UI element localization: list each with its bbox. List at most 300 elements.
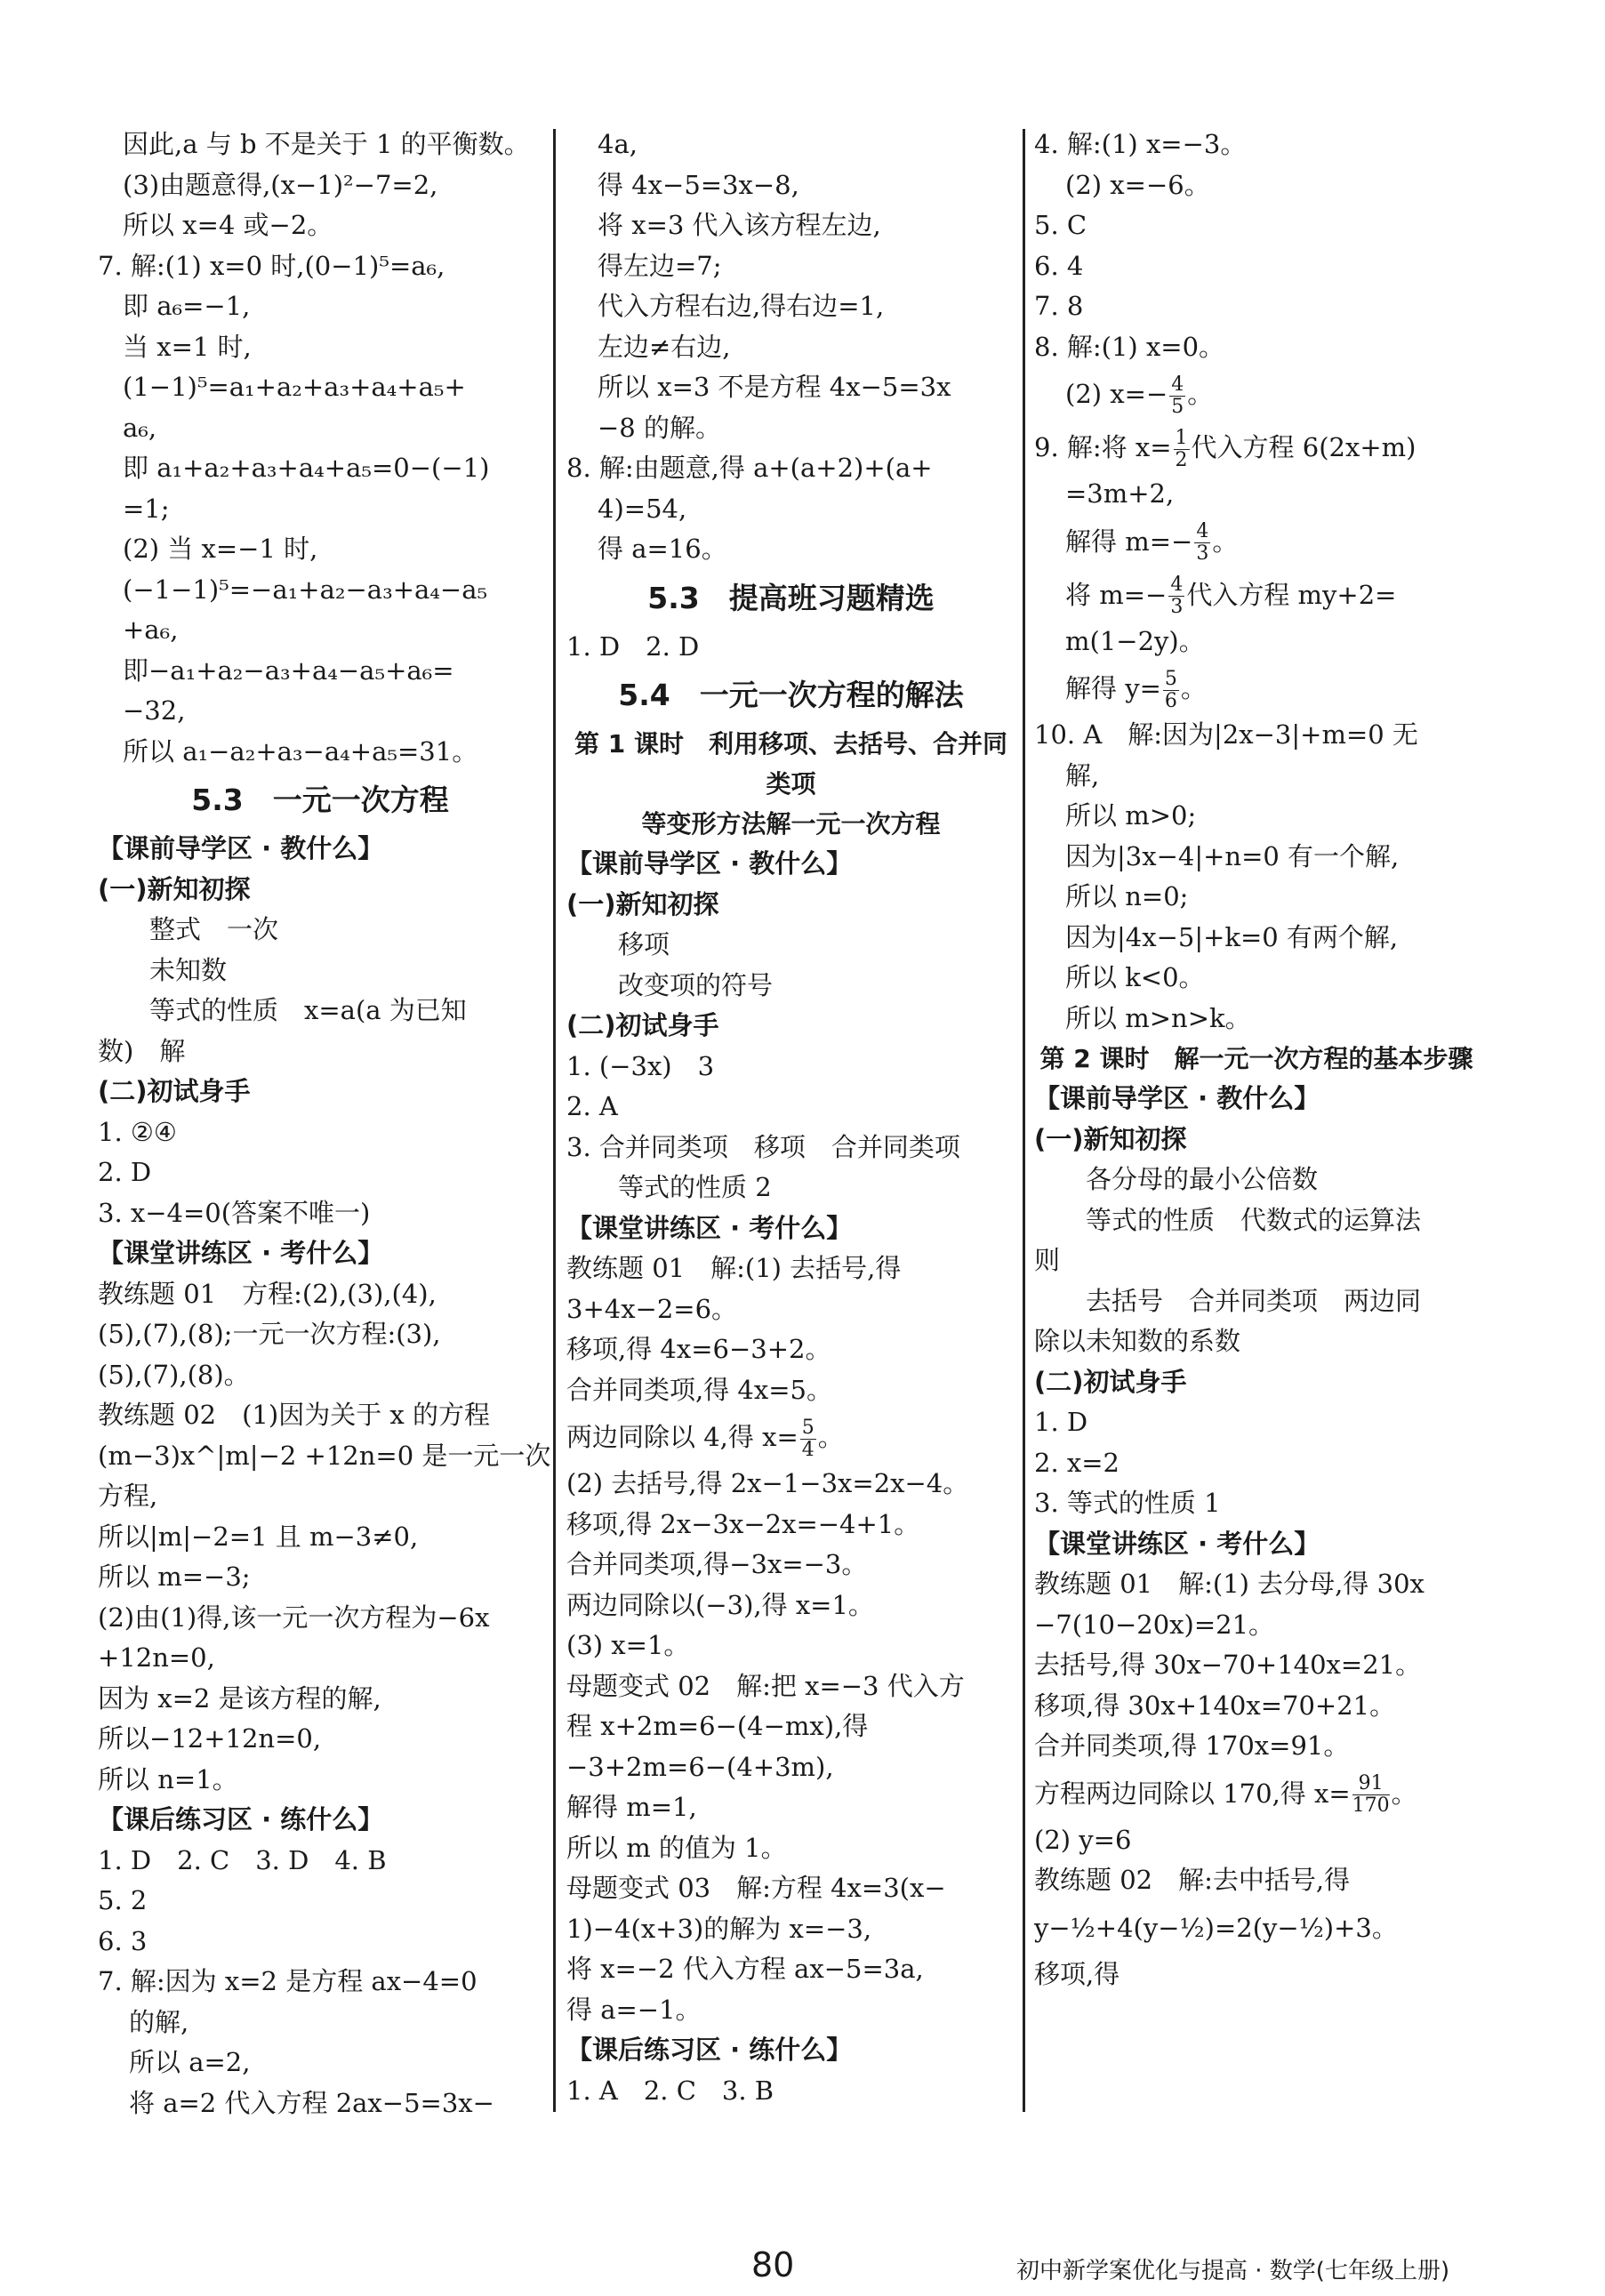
line-text: 4. 解:(1) x=−3。 bbox=[1034, 129, 1247, 159]
text-line bbox=[98, 1112, 542, 1153]
fraction-numerator: 5 bbox=[801, 1416, 815, 1439]
line-text: −7(10−20x)=21。 bbox=[1034, 1609, 1275, 1640]
line-text: y−½+4(y−½)=2(y−½)+3。 bbox=[1034, 1912, 1398, 1943]
page-number: 80 bbox=[751, 2245, 795, 2284]
text-line bbox=[1034, 877, 1479, 918]
line-text: =3m+2, bbox=[1065, 478, 1175, 509]
line-text: 因为 x=2 是该方程的解, bbox=[98, 1682, 381, 1714]
line-text: 3. 等式的性质 1 bbox=[1034, 1488, 1221, 1518]
line-text: 未知数 bbox=[149, 954, 228, 985]
text-line bbox=[1034, 1686, 1479, 1727]
line-text-after: 。 bbox=[1180, 673, 1207, 703]
line-text: 4)=54, bbox=[598, 493, 687, 524]
text-line bbox=[1034, 1240, 1479, 1281]
line-text: 整式 一次 bbox=[149, 914, 279, 944]
text-line bbox=[98, 2043, 542, 2083]
fraction-denominator: 2 bbox=[1175, 448, 1188, 471]
line-text: 所以 x=3 不是方程 4x−5=3x bbox=[598, 372, 951, 402]
line-text: 3. x−4=0(答案不唯一) bbox=[98, 1197, 371, 1228]
section-heading bbox=[566, 1208, 1015, 1249]
text-line bbox=[98, 124, 542, 165]
line-text: 方程, bbox=[98, 1481, 158, 1511]
text-line bbox=[1034, 515, 1479, 568]
line-text: 的解, bbox=[129, 2006, 189, 2037]
line-text: 5.3 提高班习题精选 bbox=[647, 580, 935, 615]
text-line bbox=[1034, 1901, 1479, 1955]
text-line bbox=[566, 1586, 1015, 1626]
text-line bbox=[566, 489, 1015, 530]
text-line bbox=[1034, 796, 1479, 837]
text-line bbox=[566, 627, 1015, 668]
line-text: (2) 去括号,得 2x−1−3x=2x−4。 bbox=[566, 1468, 969, 1498]
lesson-title bbox=[566, 724, 1015, 804]
line-text: 程 x+2m=6−(4−mx),得 bbox=[566, 1711, 869, 1741]
text-line bbox=[1034, 568, 1479, 622]
line-text: 等变形方法解一元一次方程 bbox=[641, 809, 941, 839]
text-line bbox=[566, 1545, 1015, 1586]
text-line bbox=[566, 205, 1015, 246]
line-text: 所以 k<0。 bbox=[1065, 962, 1205, 992]
line-text-after: 代入方程 6(2x+m) bbox=[1191, 432, 1416, 462]
line-text: 解, bbox=[1065, 759, 1100, 791]
fraction-denominator: 3 bbox=[1170, 596, 1184, 618]
text-line bbox=[1034, 1321, 1479, 1362]
text-line bbox=[1034, 837, 1479, 878]
text-line bbox=[566, 327, 1015, 368]
line-text: 第 2 课时 解一元一次方程的基本步骤 bbox=[1039, 1044, 1473, 1073]
text-line bbox=[566, 1505, 1015, 1545]
text-line bbox=[98, 991, 542, 1032]
line-text: 所以 m=−3; bbox=[98, 1561, 251, 1592]
text-line bbox=[566, 1666, 1015, 1707]
text-line bbox=[98, 1476, 542, 1517]
line-text: 教练题 01 方程:(2),(3),(4), bbox=[98, 1278, 437, 1309]
line-text: 得 a=16。 bbox=[598, 534, 727, 564]
text-line bbox=[98, 2083, 542, 2124]
line-text: 方程两边同除以 170,得 x= bbox=[1034, 1778, 1351, 1809]
fraction-numerator: 1 bbox=[1175, 426, 1188, 449]
line-text: 解得 m=1, bbox=[566, 1792, 697, 1822]
fraction bbox=[800, 1417, 816, 1461]
line-text: 则 bbox=[1034, 1245, 1061, 1275]
text-line bbox=[98, 165, 542, 206]
line-text: 教练题 02 解:去中括号,得 bbox=[1034, 1865, 1351, 1895]
text-line bbox=[1034, 327, 1479, 368]
text-line bbox=[98, 1638, 542, 1679]
text-line bbox=[1034, 662, 1479, 715]
text-line bbox=[1034, 958, 1479, 999]
text-line bbox=[566, 529, 1015, 570]
line-text: (二)初试身手 bbox=[1034, 1366, 1187, 1397]
line-text: −8 的解。 bbox=[598, 412, 721, 443]
line-text: 5.4 一元一次方程的解法 bbox=[618, 678, 964, 712]
text-line bbox=[1034, 1820, 1479, 1861]
text-line bbox=[566, 966, 1015, 1007]
line-text: (2) x=− bbox=[1065, 379, 1168, 409]
text-line bbox=[1034, 1200, 1479, 1241]
line-text: 去括号,得 30x−70+140x=21。 bbox=[1034, 1650, 1422, 1680]
text-line bbox=[566, 1706, 1015, 1747]
line-text: 教练题 01 解:(1) 去括号,得 bbox=[566, 1253, 902, 1283]
text-line bbox=[566, 1128, 1015, 1168]
text-line bbox=[1034, 1443, 1479, 1484]
section-heading bbox=[1034, 1120, 1479, 1160]
text-line bbox=[1034, 367, 1479, 421]
column-divider-1 bbox=[553, 129, 556, 2112]
line-text: 教练题 02 (1)因为关于 x 的方程 bbox=[98, 1400, 490, 1430]
fraction-numerator: 4 bbox=[1171, 373, 1184, 396]
fraction bbox=[1352, 1773, 1390, 1817]
line-text: (一)新知初探 bbox=[1034, 1123, 1187, 1154]
text-line bbox=[98, 1881, 542, 1922]
fraction-numerator: 5 bbox=[1164, 667, 1177, 690]
text-line bbox=[1034, 421, 1479, 474]
line-text: 移项,得 4x=6−3+2。 bbox=[566, 1334, 831, 1364]
text-line bbox=[566, 1370, 1015, 1411]
line-text: 移项,得 2x−3x−2x=−4+1。 bbox=[566, 1508, 920, 1539]
text-line bbox=[98, 1395, 542, 1436]
line-text: 解得 m=− bbox=[1065, 526, 1193, 557]
line-text: 合并同类项,得 4x=5。 bbox=[566, 1374, 832, 1405]
line-text: (二)初试身手 bbox=[98, 1076, 251, 1106]
section-heading bbox=[566, 2030, 1015, 2071]
section-heading bbox=[98, 1800, 542, 1841]
line-text: 1. D bbox=[1034, 1407, 1088, 1437]
line-text: (2) 当 x=−1 时, bbox=[123, 534, 318, 564]
line-text: (2) y=6 bbox=[1034, 1824, 1132, 1855]
fraction-denominator: 5 bbox=[1171, 395, 1184, 418]
line-text: +a₆, bbox=[123, 614, 179, 645]
line-text: 所以 x=4 或−2。 bbox=[123, 210, 333, 240]
text-line bbox=[1034, 1726, 1479, 1767]
text-line bbox=[1034, 205, 1479, 246]
line-text: 移项 bbox=[618, 929, 670, 959]
line-text: 所以 m>0; bbox=[1065, 800, 1197, 831]
section-title bbox=[566, 667, 1015, 724]
line-text-after: 代入方程 my+2= bbox=[1186, 579, 1397, 610]
text-line bbox=[1034, 124, 1479, 165]
text-line bbox=[566, 1868, 1015, 1909]
section-heading bbox=[1034, 1362, 1479, 1403]
line-text: 【课前导学区 · 教什么】 bbox=[98, 833, 384, 863]
line-text: 即 a₁+a₂+a₃+a₄+a₅=0−(−1) bbox=[123, 453, 490, 483]
line-text: 当 x=1 时, bbox=[123, 331, 252, 362]
line-text: 得左边=7; bbox=[598, 250, 722, 281]
line-text: 教练题 01 解:(1) 去分母,得 30x bbox=[1034, 1569, 1424, 1599]
line-text: 【课后练习区 · 练什么】 bbox=[566, 2035, 853, 2065]
line-text: 【课堂讲练区 · 考什么】 bbox=[98, 1238, 384, 1268]
line-text: 7. 8 bbox=[1034, 291, 1084, 321]
line-text: 【课前导学区 · 教什么】 bbox=[566, 848, 853, 879]
line-text: (5),(7),(8)。 bbox=[98, 1359, 250, 1390]
line-text: 因为|3x−4|+n=0 有一个解, bbox=[1065, 840, 1400, 871]
line-text-after: 。 bbox=[1187, 379, 1214, 409]
line-text: 所以−12+12n=0, bbox=[98, 1723, 322, 1754]
text-line bbox=[98, 1152, 542, 1193]
text-line bbox=[1034, 622, 1479, 662]
text-line bbox=[98, 1314, 542, 1355]
text-line bbox=[1034, 756, 1479, 797]
text-line bbox=[98, 1598, 542, 1639]
text-line bbox=[98, 732, 542, 773]
text-line bbox=[98, 1355, 542, 1396]
lesson-title bbox=[566, 804, 1015, 844]
line-text: 数) 解 bbox=[98, 1035, 186, 1066]
line-text: (2) x=−6。 bbox=[1065, 169, 1210, 200]
line-text: 两边同除以(−3),得 x=1。 bbox=[566, 1589, 874, 1620]
text-line bbox=[98, 1274, 542, 1315]
text-line bbox=[566, 925, 1015, 966]
line-text: 【课后练习区 · 练什么】 bbox=[98, 1804, 384, 1834]
text-line bbox=[98, 367, 542, 408]
line-text: 所以 m>n>k。 bbox=[1065, 1002, 1251, 1033]
fraction bbox=[1169, 374, 1185, 418]
line-text: (m−3)x^|m|−2 +12n=0 是一元一次 bbox=[98, 1440, 551, 1471]
line-text: 10. A 解:因为|2x−3|+m=0 无 bbox=[1034, 719, 1418, 750]
line-text: 2. D bbox=[98, 1157, 152, 1187]
line-text: 8. 解:(1) x=0。 bbox=[1034, 331, 1225, 362]
text-line bbox=[566, 1087, 1015, 1128]
line-text-after: 。 bbox=[817, 1422, 844, 1452]
line-text: 所以 n=0; bbox=[1065, 881, 1189, 911]
text-line bbox=[98, 205, 542, 246]
text-line bbox=[98, 1719, 542, 1760]
text-line bbox=[98, 651, 542, 692]
line-text: m(1−2y)。 bbox=[1065, 625, 1205, 656]
text-line bbox=[566, 1626, 1015, 1666]
text-line bbox=[566, 246, 1015, 287]
section-heading bbox=[98, 1233, 542, 1274]
text-line bbox=[98, 2003, 542, 2043]
section-title bbox=[566, 570, 1015, 627]
text-line bbox=[98, 1557, 542, 1598]
line-text: 因此,a 与 b 不是关于 1 的平衡数。 bbox=[123, 129, 530, 159]
text-line bbox=[1034, 1483, 1479, 1524]
section-heading bbox=[98, 829, 542, 870]
line-text: 因为|4x−5|+k=0 有两个解, bbox=[1065, 921, 1399, 952]
text-line bbox=[98, 1841, 542, 1882]
line-text: (−1−1)⁵=−a₁+a₂−a₃+a₄−a₅ bbox=[123, 574, 488, 605]
fraction-numerator: 4 bbox=[1170, 574, 1184, 596]
line-text: 5.3 一元一次方程 bbox=[191, 783, 449, 817]
fraction-denominator: 6 bbox=[1164, 689, 1177, 712]
text-line bbox=[566, 1747, 1015, 1788]
fraction bbox=[1163, 669, 1179, 712]
line-text: 解得 y= bbox=[1065, 673, 1161, 703]
lesson-title bbox=[1034, 1039, 1479, 1079]
text-line bbox=[566, 448, 1015, 489]
line-text: 将 m=− bbox=[1065, 579, 1168, 610]
line-text: (一)新知初探 bbox=[566, 888, 719, 919]
line-text: 移项,得 bbox=[1034, 1958, 1120, 1989]
line-text: 4a, bbox=[598, 129, 638, 159]
line-text: 2. A bbox=[566, 1091, 618, 1121]
text-line bbox=[98, 570, 542, 611]
text-line bbox=[566, 1047, 1015, 1088]
text-line bbox=[1034, 1860, 1479, 1901]
line-text: 所以 a₁−a₂+a₃−a₄+a₅=31。 bbox=[123, 735, 478, 767]
text-line bbox=[98, 691, 542, 732]
text-line bbox=[566, 1248, 1015, 1289]
line-text: 去括号 合并同类项 两边同 bbox=[1086, 1285, 1422, 1316]
text-line bbox=[98, 910, 542, 951]
text-line bbox=[98, 1679, 542, 1720]
text-line bbox=[98, 448, 542, 489]
text-line bbox=[98, 1962, 542, 2003]
text-line bbox=[98, 1436, 551, 1477]
text-line bbox=[566, 1990, 1015, 2031]
line-text: 8. 解:由题意,得 a+(a+2)+(a+ bbox=[566, 453, 933, 483]
section-heading bbox=[566, 844, 1015, 885]
line-text: (一)新知初探 bbox=[98, 873, 251, 904]
footer-book-title: 初中新学案优化与提高 · 数学(七年级上册) bbox=[1016, 2258, 1450, 2284]
text-line bbox=[566, 1949, 1015, 1990]
text-line bbox=[98, 1193, 542, 1234]
text-line bbox=[98, 610, 542, 651]
text-line bbox=[98, 327, 542, 368]
line-text: (2)由(1)得,该一元一次方程为−6x bbox=[98, 1602, 490, 1633]
line-text: 等式的性质 2 bbox=[618, 1172, 772, 1202]
line-text: 1. A 2. C 3. B bbox=[566, 2075, 774, 2106]
line-text: 【课堂讲练区 · 考什么】 bbox=[566, 1212, 853, 1243]
column-right bbox=[1034, 124, 1479, 1995]
fraction-numerator: 91 bbox=[1352, 1773, 1390, 1795]
line-text: 2. x=2 bbox=[1034, 1447, 1119, 1478]
fraction-numerator: 4 bbox=[1196, 520, 1209, 542]
section-heading bbox=[98, 870, 542, 911]
text-line bbox=[1034, 999, 1479, 1040]
text-line bbox=[1034, 1160, 1479, 1200]
line-text: 将 x=−2 代入方程 ax−5=3a, bbox=[566, 1954, 924, 1984]
line-text: 两边同除以 4,得 x= bbox=[566, 1422, 798, 1452]
column-middle bbox=[566, 124, 1015, 2111]
fraction bbox=[1194, 521, 1210, 565]
line-text: −3+2m=6−(4+3m), bbox=[566, 1751, 834, 1782]
text-line bbox=[1034, 1605, 1479, 1646]
section-title bbox=[98, 772, 542, 829]
text-line bbox=[1034, 165, 1479, 206]
line-text: 5. 2 bbox=[98, 1885, 148, 1915]
text-line bbox=[566, 286, 1015, 327]
text-line bbox=[1034, 715, 1479, 756]
text-line bbox=[98, 1032, 542, 1072]
text-line bbox=[98, 246, 542, 287]
line-text: (3) x=1。 bbox=[566, 1630, 690, 1660]
line-text: a₆, bbox=[123, 412, 157, 443]
line-text: +12n=0, bbox=[98, 1642, 215, 1673]
section-heading bbox=[1034, 1524, 1479, 1565]
text-line bbox=[98, 286, 542, 327]
text-line bbox=[1034, 474, 1479, 515]
text-line bbox=[566, 1787, 1015, 1828]
text-line bbox=[566, 1329, 1015, 1370]
line-text: 3+4x−2=6。 bbox=[566, 1293, 738, 1324]
text-line bbox=[98, 529, 542, 570]
line-text: 所以 n=1。 bbox=[98, 1763, 238, 1794]
text-line bbox=[566, 124, 1015, 165]
line-text: 5. C bbox=[1034, 210, 1087, 240]
text-line bbox=[1034, 286, 1479, 327]
line-text: 得 4x−5=3x−8, bbox=[598, 169, 799, 200]
section-heading bbox=[566, 885, 1015, 926]
fraction bbox=[1168, 574, 1184, 618]
line-text: 所以 m 的值为 1。 bbox=[566, 1832, 787, 1863]
text-line bbox=[1034, 918, 1479, 959]
line-text: 除以未知数的系数 bbox=[1034, 1326, 1241, 1356]
text-line bbox=[566, 1410, 1015, 1464]
fraction bbox=[1174, 428, 1190, 471]
line-text: 1)−4(x+3)的解为 x=−3, bbox=[566, 1913, 872, 1944]
line-text: 1. (−3x) 3 bbox=[566, 1050, 715, 1081]
text-line bbox=[98, 951, 542, 991]
line-text: 1. D 2. C 3. D 4. B bbox=[98, 1844, 387, 1875]
line-text: 将 a=2 代入方程 2ax−5=3x− bbox=[129, 2087, 494, 2118]
line-text: 母题变式 02 解:把 x=−3 代入方 bbox=[566, 1670, 965, 1701]
line-text: −32, bbox=[123, 695, 186, 726]
line-text: 7. 解:因为 x=2 是方程 ax−4=0 bbox=[98, 1966, 477, 1996]
fraction-denominator: 4 bbox=[801, 1438, 815, 1461]
line-text: 改变项的符号 bbox=[618, 969, 774, 1000]
line-text: 1. ②④ bbox=[98, 1116, 177, 1147]
fraction-denominator: 3 bbox=[1196, 542, 1209, 565]
text-line bbox=[1034, 1645, 1479, 1686]
text-line bbox=[566, 1464, 1015, 1505]
line-text: 所以|m|−2=1 且 m−3≠0, bbox=[98, 1521, 419, 1552]
section-heading bbox=[566, 1006, 1015, 1047]
line-text: (二)初试身手 bbox=[566, 1010, 719, 1040]
text-line bbox=[566, 367, 1015, 408]
line-text: =1; bbox=[123, 493, 170, 524]
line-text: 所以 a=2, bbox=[129, 2047, 251, 2077]
text-line bbox=[1034, 1402, 1479, 1443]
text-line bbox=[98, 1517, 542, 1558]
text-line bbox=[566, 408, 1015, 449]
line-text: 得 a=−1。 bbox=[566, 1994, 702, 2025]
text-line bbox=[1034, 1281, 1479, 1322]
text-line bbox=[566, 1828, 1015, 1869]
line-text: 左边≠右边, bbox=[598, 331, 731, 362]
text-line bbox=[98, 1760, 542, 1801]
line-text: (5),(7),(8);一元一次方程:(3), bbox=[98, 1319, 441, 1349]
text-line bbox=[566, 165, 1015, 206]
line-text-after: 。 bbox=[1391, 1778, 1417, 1809]
line-text: 【课堂讲练区 · 考什么】 bbox=[1034, 1528, 1320, 1559]
line-text: 第 1 课时 利用移项、去括号、合并同类项 bbox=[574, 729, 1007, 799]
text-line bbox=[566, 2071, 1015, 2112]
line-text: 代入方程右边,得右边=1, bbox=[598, 291, 885, 321]
text-line bbox=[98, 1922, 542, 1963]
line-text: 等式的性质 x=a(a 为已知 bbox=[149, 995, 467, 1025]
line-text: 【课前导学区 · 教什么】 bbox=[1034, 1083, 1320, 1113]
text-line bbox=[1034, 246, 1479, 287]
line-text: 6. 4 bbox=[1034, 250, 1084, 281]
section-heading bbox=[1034, 1079, 1479, 1120]
line-text: (1−1)⁵=a₁+a₂+a₃+a₄+a₅+ bbox=[123, 372, 466, 402]
line-text: 即−a₁+a₂−a₃+a₄−a₅+a₆= bbox=[123, 654, 454, 686]
text-line bbox=[98, 489, 542, 530]
text-line bbox=[566, 1289, 1015, 1330]
line-text: 各分母的最小公倍数 bbox=[1086, 1164, 1319, 1194]
line-text: (3)由题意得,(x−1)²−7=2, bbox=[123, 169, 438, 200]
line-text: 合并同类项,得−3x=−3。 bbox=[566, 1549, 868, 1579]
line-text: 将 x=3 代入该方程左边, bbox=[598, 210, 881, 240]
column-left bbox=[98, 124, 551, 2123]
line-text: 即 a₆=−1, bbox=[123, 291, 251, 321]
line-text: 7. 解:(1) x=0 时,(0−1)⁵=a₆, bbox=[98, 250, 445, 281]
line-text: 等式的性质 代数式的运算法 bbox=[1086, 1204, 1422, 1235]
text-line bbox=[1034, 1767, 1479, 1820]
section-heading bbox=[98, 1072, 542, 1112]
